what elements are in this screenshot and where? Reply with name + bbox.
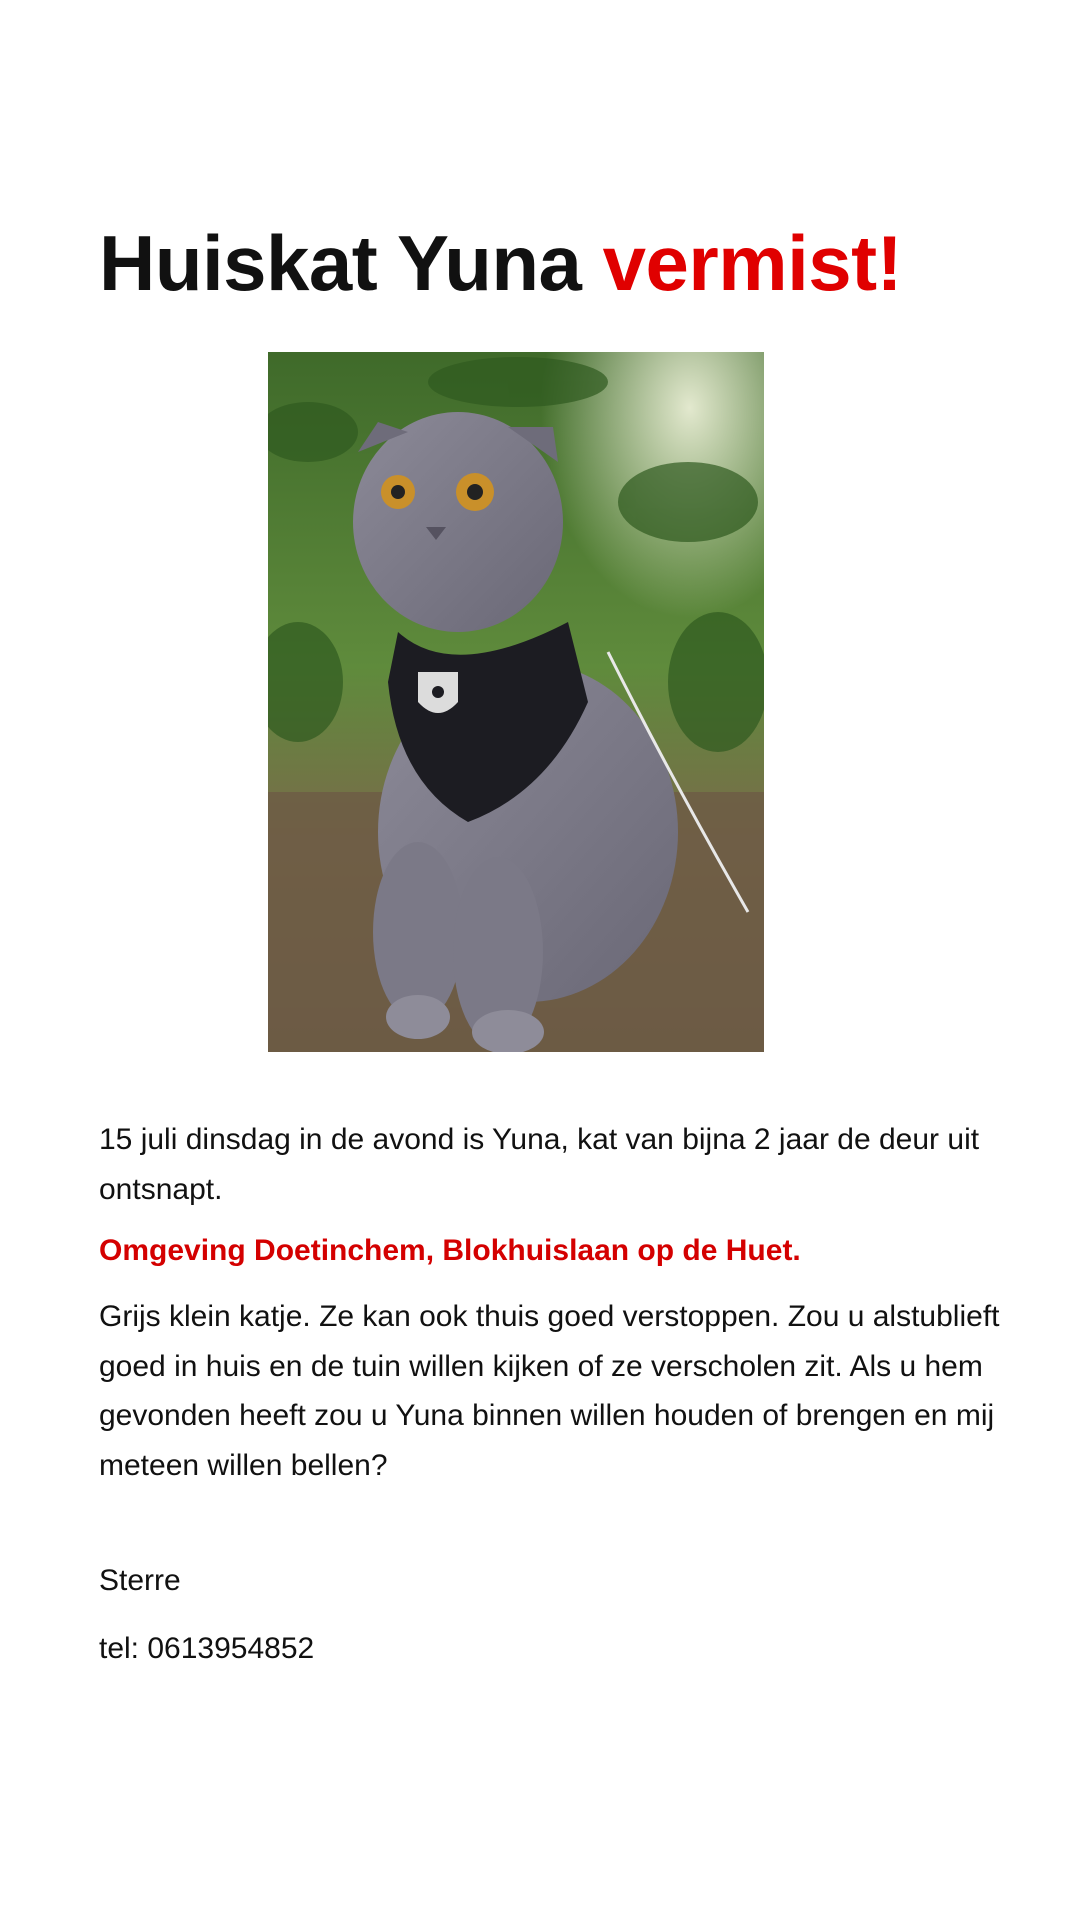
- description-paragraph: Grijs klein katje. Ze kan ook thuis goed verstoppen. Zou u alstublieft goed in huis en de tuin willen kijken of ze verscholen zit. Als u hem gevonden heeft zou u Yuna binnen willen houden of brengen en mij meteen willen bellen?: [99, 1300, 1000, 1482]
- phone-number: tel: 0613954852: [99, 1632, 315, 1665]
- title-main: Huiskat Yuna: [99, 219, 582, 307]
- cat-photo: [268, 352, 764, 1052]
- page-title: [99, 218, 902, 309]
- title-highlight: vermist!: [602, 219, 903, 307]
- location-paragraph: Omgeving Doetinchem, Blokhuislaan op de Huet.: [99, 1234, 801, 1267]
- owner-name: Sterre: [99, 1564, 181, 1597]
- intro-paragraph: 15 juli dinsdag in de avond is Yuna, kat van bijna 2 jaar de deur uit ontsnapt.: [99, 1123, 980, 1206]
